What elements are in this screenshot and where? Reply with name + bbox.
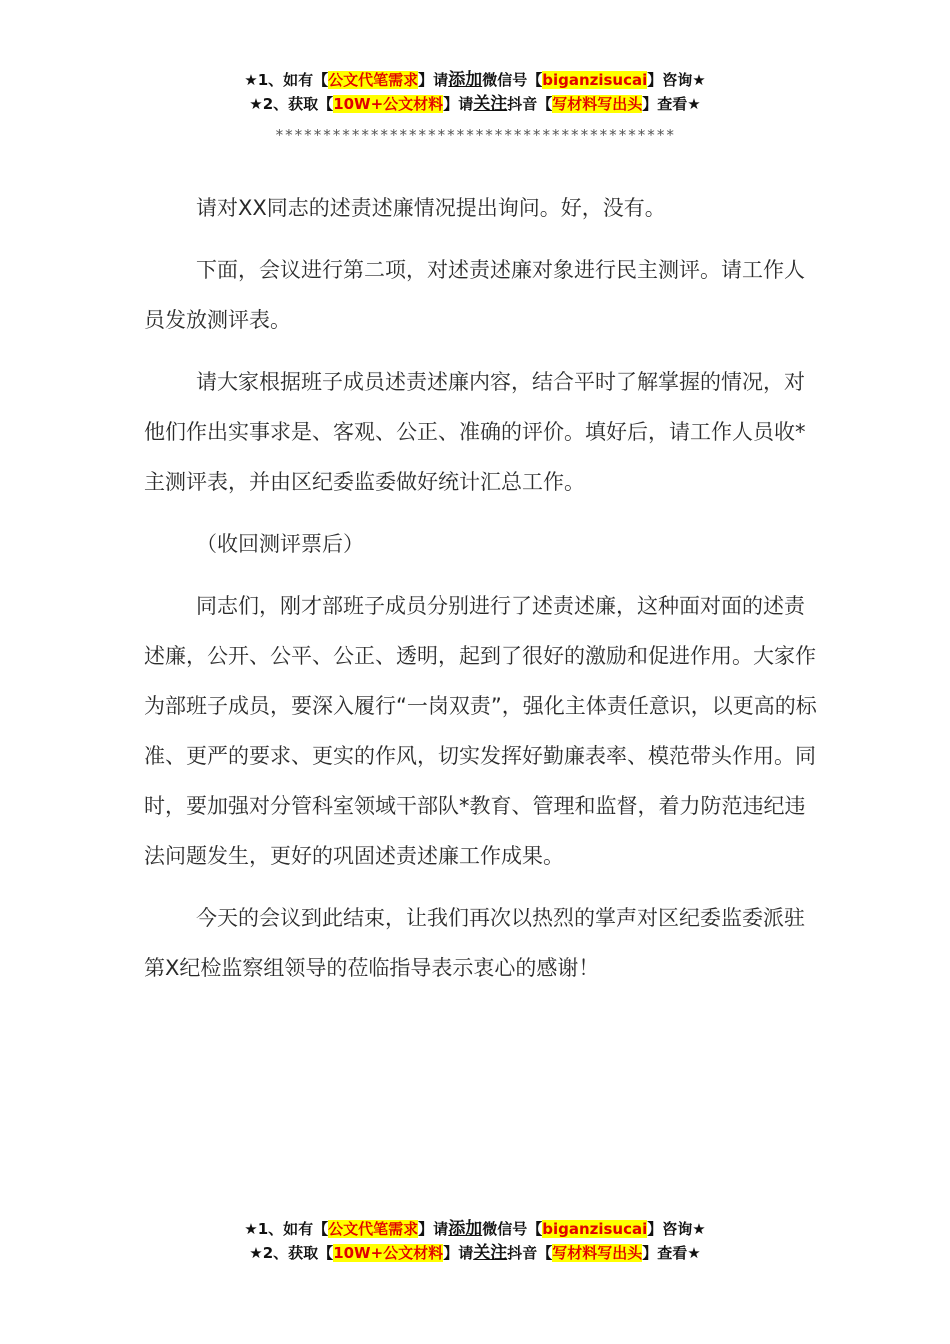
footer-banner	[0, 1217, 950, 1265]
footer-line-2-mid2: 抖音【	[507, 1244, 553, 1262]
header-line-1-underlined: 添加	[448, 70, 483, 90]
paragraph-collect-ballots: （收回测评票后）	[196, 532, 364, 556]
header-line-1-highlight-service: 公文代笔需求	[328, 71, 419, 89]
header-line-2-highlight-materials: 10W+公文材料	[333, 95, 444, 113]
header-line-1	[0, 68, 950, 92]
header-line-1-mid: 】请	[418, 71, 449, 89]
footer-line-2-mid: 】请	[443, 1244, 474, 1262]
paragraph-evaluation-instructions: 请大家根据班子成员述责述廉内容，结合平时了解掌握的情况，对他们作出实事求是、客观、公正、准确的评价。填好后，请工作人员收*主测评表，并由区纪委监委做好统计汇总工作。	[144, 370, 806, 494]
header-line-1-suffix: 】咨询★	[647, 71, 706, 89]
separator-stars: ******************************************	[274, 126, 676, 144]
footer-line-2-suffix: 】查看★	[642, 1244, 701, 1262]
footer-line-1-highlight-service: 公文代笔需求	[328, 1220, 419, 1238]
footer-line-1-prefix: ★1、如有【	[244, 1220, 329, 1238]
footer-line-1-mid: 】请	[418, 1220, 449, 1238]
footer-line-2-highlight-materials: 10W+公文材料	[333, 1244, 444, 1262]
footer-line-1-underlined: 添加	[448, 1219, 483, 1239]
paragraph-evaluation-intro: 下面，会议进行第二项，对述责述廉对象进行民主测评。请工作人员发放测评表。	[144, 258, 805, 332]
footer-line-1	[0, 1217, 950, 1241]
paragraph-inquiry: 请对XX同志的述责述廉情况提出询问。好，没有。	[196, 196, 666, 220]
header-line-1-prefix: ★1、如有【	[244, 71, 329, 89]
header-line-2-prefix: ★2、获取【	[249, 95, 334, 113]
header-line-2-mid2: 抖音【	[507, 95, 553, 113]
footer-line-1-highlight-wechat: biganzisucai	[542, 1220, 648, 1238]
footer-line-2-prefix: ★2、获取【	[249, 1244, 334, 1262]
footer-line-1-mid2: 微信号【	[482, 1220, 543, 1238]
header-line-2-mid: 】请	[443, 95, 474, 113]
footer-line-2-highlight-douyin: 写材料写出头	[552, 1244, 643, 1262]
header-line-2-underlined: 关注	[473, 94, 508, 114]
header-banner	[0, 68, 950, 116]
header-line-1-highlight-wechat: biganzisucai	[542, 71, 648, 89]
paragraph-closing: 今天的会议到此结束，让我们再次以热烈的掌声对区纪委监委派驻第X纪检监察组领导的莅临指导表示衷心的感谢！	[144, 906, 805, 980]
header-line-1-mid2: 微信号【	[482, 71, 543, 89]
header-line-2-suffix: 】查看★	[642, 95, 701, 113]
footer-line-2-underlined: 关注	[473, 1243, 508, 1263]
document-body	[144, 183, 824, 1005]
paragraph-summary: 同志们，刚才部班子成员分别进行了述责述廉，这种面对面的述责述廉，公开、公平、公正、透明，起到了很好的激励和促进作用。大家作为部班子成员，要深入履行“一岗双责”，强化主体责任意识，以更高的标准、更严的要求、更实的作风，切实发挥好勤廉表率、模范带头作用。同时，要加强对分管科室领域干部队*教育、管理和监督，着力防范违纪违法问题发生，更好的巩固述责述廉工作成果。	[144, 594, 817, 868]
footer-line-2	[0, 1241, 950, 1265]
header-line-2-highlight-douyin: 写材料写出头	[552, 95, 643, 113]
footer-line-1-suffix: 】咨询★	[647, 1220, 706, 1238]
header-line-2	[0, 92, 950, 116]
